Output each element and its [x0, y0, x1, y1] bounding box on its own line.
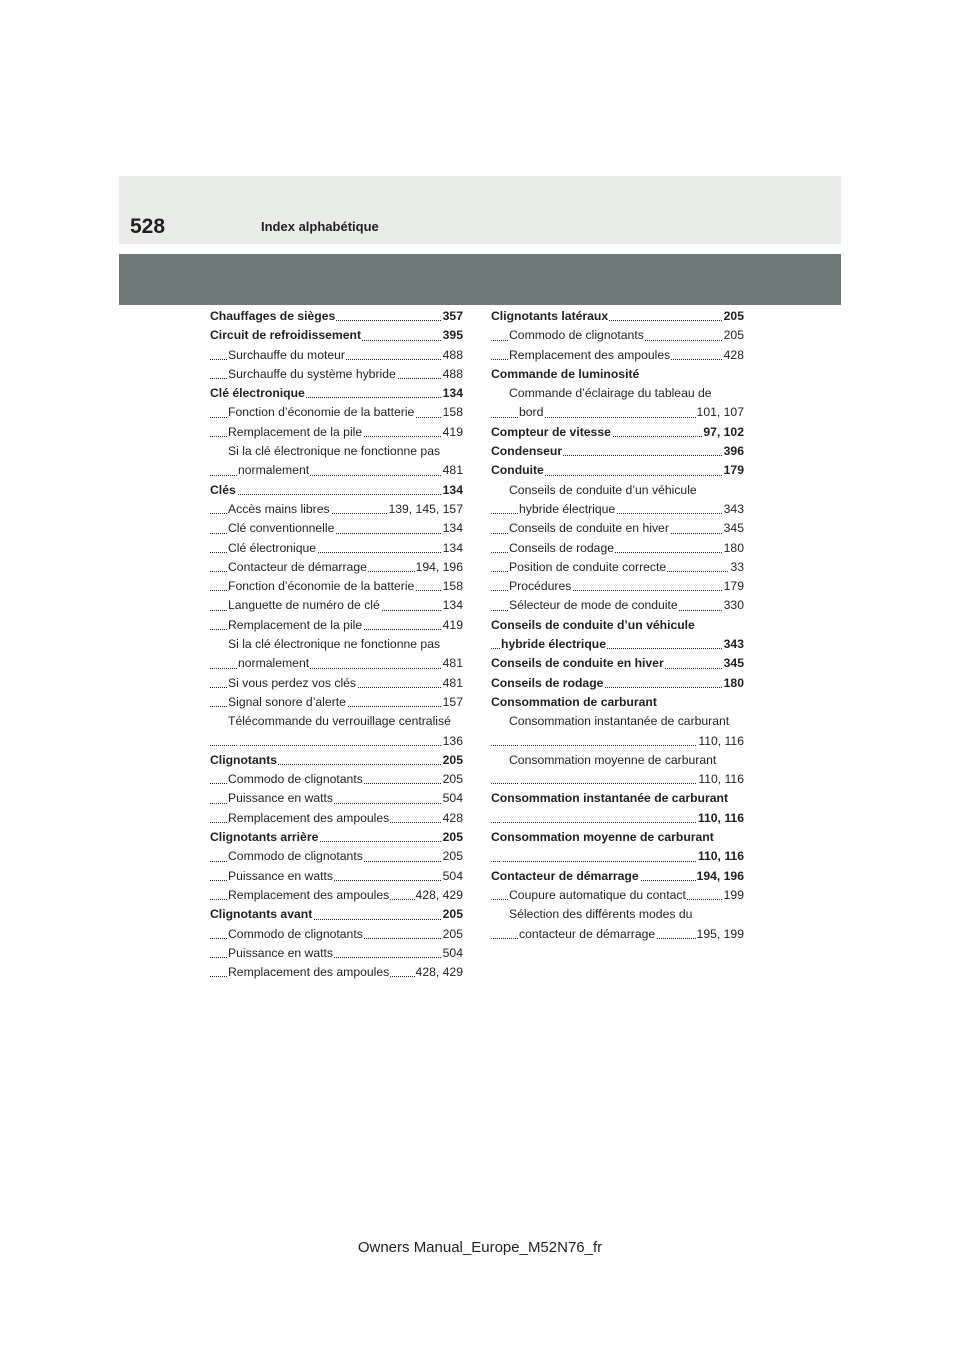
index-entry — [210, 635, 463, 654]
index-entry-term: Remplacement de la pile — [228, 617, 363, 632]
index-entry — [210, 847, 463, 866]
index-entry — [491, 770, 744, 789]
index-entry-page: 343 — [723, 635, 744, 654]
index-entry-page: 205 — [442, 770, 463, 789]
index-entry — [210, 596, 463, 615]
index-entry-term: Consommation de carburant — [491, 694, 657, 709]
index-entry-page: 488 — [442, 346, 463, 365]
index-entry-term: Contacteur de démarrage — [491, 868, 639, 883]
index-entry — [210, 944, 463, 963]
index-entry-page: 179 — [723, 461, 744, 480]
index-entry — [491, 384, 744, 403]
index-entry — [491, 423, 744, 442]
index-entry — [491, 326, 744, 345]
index-entry — [210, 905, 463, 924]
index-entry-term: Si vous perdez vos clés — [228, 675, 357, 690]
index-entry-page: 134 — [442, 481, 463, 500]
index-entry-page: 136 — [442, 732, 463, 751]
index-entry-page: 205 — [442, 751, 463, 770]
index-entry-page: 428, 429 — [415, 963, 463, 982]
index-entry — [491, 519, 744, 538]
index-entry — [210, 789, 463, 808]
index-entry — [491, 867, 744, 886]
index-entry — [491, 500, 744, 519]
index-entry-term: Languette de numéro de clé — [228, 598, 380, 613]
index-entry-term: Si la clé électronique ne fonctionne pas — [228, 637, 441, 652]
index-column-left — [210, 307, 463, 982]
index-entry-page: 101, 107 — [696, 403, 744, 422]
index-entry-page: 134 — [442, 384, 463, 403]
index-entry-page: 110, 116 — [697, 770, 744, 789]
index-entry-term: Conseils de conduite en hiver — [491, 656, 664, 671]
index-entry — [491, 789, 744, 808]
index-entry-term: Consommation instantanée de carburant — [491, 791, 729, 806]
index-entry-term: Sélection des différents modes du — [509, 907, 693, 922]
index-entry-page: 504 — [442, 789, 463, 808]
index-entry-term: Condenseur — [491, 444, 563, 459]
index-entry-page: 419 — [442, 423, 463, 442]
header-band — [119, 176, 841, 244]
index-entry — [491, 886, 744, 905]
index-entry — [491, 654, 744, 673]
index-entry-page: 428 — [442, 809, 463, 828]
index-entry — [491, 693, 744, 712]
index-entry-term: Consommation instantanée de carburant — [509, 714, 730, 729]
index-entry-page: 180 — [723, 674, 744, 693]
index-entry — [210, 519, 463, 538]
index-entry-term — [501, 811, 502, 825]
index-entry-term: Consommation moyenne de carburant — [491, 830, 714, 845]
index-entry — [210, 712, 463, 731]
index-entry — [210, 326, 463, 345]
index-entry-term: Commande d’éclairage du tableau de — [509, 386, 712, 401]
index-entry — [491, 751, 744, 770]
index-entry-term: Commande de luminosité — [491, 366, 640, 381]
index-entry-term: bord — [519, 405, 544, 420]
index-entry — [491, 307, 744, 326]
index-entry-term: Sélecteur de mode de conduite — [509, 598, 678, 613]
index-entry-page: 428 — [723, 346, 744, 365]
index-entry — [210, 886, 463, 905]
index-entry-term: Clé électronique — [228, 540, 317, 555]
index-entry — [491, 674, 744, 693]
index-entry-term: Compteur de vitesse — [491, 424, 611, 439]
index-entry — [491, 925, 744, 944]
index-entry-page: 205 — [442, 828, 463, 847]
index-entry-page: 194, 196 — [696, 867, 744, 886]
index-entry-page: 205 — [442, 925, 463, 944]
index-entry — [210, 963, 463, 982]
index-entry-term — [238, 734, 239, 748]
index-entry-term: Circuit de refroidissement — [210, 328, 362, 343]
index-entry-page: 481 — [442, 674, 463, 693]
index-entry — [491, 635, 744, 654]
index-entry-page: 330 — [723, 596, 744, 615]
index-entry-term: hybride électrique — [501, 637, 606, 652]
index-entry-page: 180 — [723, 539, 744, 558]
index-entry — [491, 596, 744, 615]
index-entry — [491, 847, 744, 866]
index-entry-term — [501, 849, 502, 863]
index-entry — [210, 577, 463, 596]
index-entry-page: 357 — [442, 307, 463, 326]
index-entry-term: Conseils de conduite d’un véhicule — [491, 617, 695, 632]
index-entry-page: 134 — [442, 539, 463, 558]
index-entry — [210, 384, 463, 403]
index-entry — [491, 558, 744, 577]
index-column-right — [491, 307, 744, 944]
index-entry-term: Accès mains libres — [228, 501, 330, 516]
index-entry-term: Fonction d’économie de la batterie — [228, 405, 415, 420]
index-entry-term: Coupure automatique du contact — [509, 887, 686, 902]
index-entry — [491, 732, 744, 751]
index-entry — [210, 654, 463, 673]
index-entry-term: Télécommande du verrouillage centralisé — [228, 714, 451, 729]
index-entry-term: Puissance en watts — [228, 868, 334, 883]
index-entry-term: Remplacement de la pile — [228, 424, 363, 439]
index-entry-term: hybride électrique — [519, 501, 616, 516]
index-entry — [210, 403, 463, 422]
index-entry — [491, 403, 744, 422]
index-entry — [210, 867, 463, 886]
index-entry-page: 139, 145, 157 — [387, 500, 463, 519]
index-entry — [491, 442, 744, 461]
index-entry — [210, 616, 463, 635]
index-entry — [210, 539, 463, 558]
index-entry — [210, 442, 463, 461]
index-entry-term: Consommation moyenne de carburant — [509, 752, 717, 767]
index-entry-term: Remplacement des ampoules — [228, 810, 390, 825]
index-entry-term: Commodo de clignotants — [228, 849, 363, 864]
index-entry-term: Chauffages de sièges — [210, 309, 336, 323]
index-entry-page: 158 — [442, 577, 463, 596]
index-entry — [491, 365, 744, 384]
page-number: 528 — [130, 215, 166, 238]
index-entry-page: 205 — [723, 307, 744, 326]
index-entry-term: Clignotants avant — [210, 907, 313, 922]
index-entry — [491, 809, 744, 828]
index-entry-term: Procédures — [509, 579, 572, 594]
index-entry-page: 157 — [442, 693, 463, 712]
index-entry-term: Conseils de rodage — [491, 675, 604, 690]
index-entry-page: 481 — [442, 461, 463, 480]
index-entry-page: 194, 196 — [415, 558, 463, 577]
index-entry-term: Fonction d’économie de la batterie — [228, 579, 415, 594]
index-entry-term: Puissance en watts — [228, 791, 334, 806]
section-title: Index alphabétique — [261, 219, 379, 234]
index-entry — [210, 925, 463, 944]
index-entry-term: Surchauffe du moteur — [228, 347, 345, 362]
index-entry — [210, 751, 463, 770]
index-entry — [210, 558, 463, 577]
index-entry-term: Contacteur de démarrage — [228, 559, 367, 574]
index-entry-term: Clignotants latéraux — [491, 309, 609, 323]
index-entry — [210, 500, 463, 519]
index-entry-term: contacteur de démarrage — [519, 926, 656, 941]
index-entry — [210, 770, 463, 789]
index-entry-page: 110, 116 — [697, 732, 744, 751]
index-entry-term: Surchauffe du système hybride — [228, 366, 396, 381]
index-entry — [210, 732, 463, 751]
index-entry — [210, 674, 463, 693]
index-entry-page: 504 — [442, 867, 463, 886]
index-entry-page: 343 — [723, 500, 744, 519]
index-entry-term: Clés — [210, 482, 236, 497]
index-entry — [210, 809, 463, 828]
index-entry — [491, 905, 744, 924]
index-entry-page: 110, 116 — [697, 847, 744, 866]
index-entry-page: 395 — [442, 326, 463, 345]
index-entry-term: Commodo de clignotants — [228, 926, 363, 941]
index-entry-page: 97, 102 — [702, 423, 744, 442]
index-entry-term: Remplacement des ampoules — [228, 887, 390, 902]
index-entry-term: normalement — [238, 463, 310, 478]
index-entry — [491, 712, 744, 731]
index-entry-term: Conseils de rodage — [509, 540, 615, 555]
footer-document-id: Owners Manual_Europe_M52N76_fr — [357, 1239, 603, 1256]
index-entry — [210, 346, 463, 365]
index-entry — [491, 461, 744, 480]
index-entry — [210, 365, 463, 384]
index-entry — [491, 828, 744, 847]
index-entry — [210, 693, 463, 712]
index-entry-term: Clignotants arrière — [210, 830, 319, 845]
index-entry-term: Si la clé électronique ne fonctionne pas — [228, 444, 441, 459]
index-entry-page: 195, 199 — [696, 925, 744, 944]
index-entry-term: Puissance en watts — [228, 945, 334, 960]
index-entry-term: Clé électronique — [210, 386, 305, 401]
index-entry-term: Clignotants — [210, 752, 278, 767]
index-entry-term: Clé conventionnelle — [228, 521, 335, 536]
index-entry-page: 110, 116 — [697, 809, 744, 828]
index-entry-page: 158 — [442, 403, 463, 422]
index-entry — [491, 481, 744, 500]
index-entry — [491, 616, 744, 635]
index-entry-page: 396 — [723, 442, 744, 461]
index-entry-page: 345 — [723, 519, 744, 538]
index-entry-page: 205 — [442, 847, 463, 866]
index-entry-term: Conseils de conduite en hiver — [509, 521, 669, 536]
index-entry-term: Commodo de clignotants — [509, 328, 644, 343]
index-entry-page: 481 — [442, 654, 463, 673]
index-entry-term: Conseils de conduite d’un véhicule — [509, 482, 697, 497]
index-entry-term — [519, 734, 520, 748]
index-entry — [491, 346, 744, 365]
index-entry — [210, 481, 463, 500]
section-banner — [119, 254, 841, 305]
index-entry-page: 179 — [723, 577, 744, 596]
index-entry-page: 134 — [442, 596, 463, 615]
index-entry-page: 504 — [442, 944, 463, 963]
index-entry-page: 33 — [729, 558, 744, 577]
index-entry — [491, 539, 744, 558]
index-entry — [210, 828, 463, 847]
index-entry-page: 488 — [442, 365, 463, 384]
index-entry-term: Remplacement des ampoules — [509, 347, 671, 362]
index-entry-page: 205 — [442, 905, 463, 924]
index-entry-term: Signal sonore d’alerte — [228, 694, 346, 709]
index-entry — [491, 577, 744, 596]
index-entry — [210, 307, 463, 326]
index-entry-page: 199 — [723, 886, 744, 905]
index-entry-term: Conduite — [491, 463, 544, 478]
index-entry-page: 205 — [723, 326, 744, 345]
index-entry-term: Remplacement des ampoules — [228, 965, 390, 980]
index-entry-page: 428, 429 — [415, 886, 463, 905]
index-entry-term: Position de conduite correcte — [509, 559, 667, 574]
index-entry-term: Commodo de clignotants — [228, 772, 363, 787]
index-entry-page: 419 — [442, 616, 463, 635]
index-entry — [210, 461, 463, 480]
index-entry-page: 345 — [723, 654, 744, 673]
index-entry — [210, 423, 463, 442]
index-entry-term — [519, 772, 520, 786]
index-entry-term: normalement — [238, 656, 310, 671]
index-entry-page: 134 — [442, 519, 463, 538]
